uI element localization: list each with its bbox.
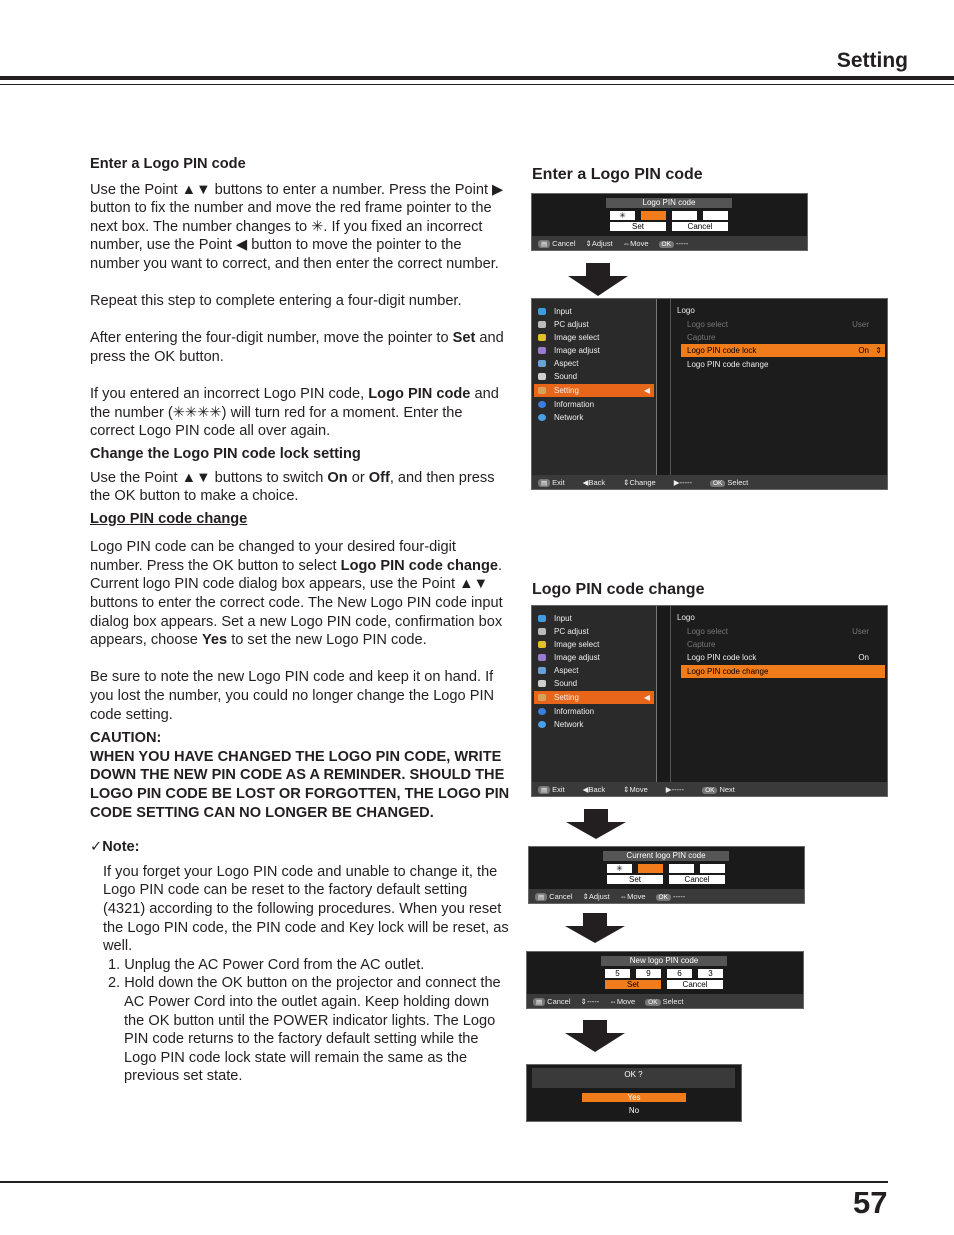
header-rule-thin	[0, 84, 954, 85]
submenu-title: Logo	[677, 613, 695, 622]
figure-title-change: Logo PIN code change	[532, 581, 705, 598]
input-icon	[538, 615, 546, 622]
arrow-down-shaft	[583, 913, 607, 926]
setting-menu-screen-lock	[531, 298, 888, 490]
note-step-2: 2. Hold down the OK button on the projector and connect the AC Power Cord into the outlet again. Keep holding down the OK button until the POWER indicator lights. The Logo PIN code returns to the factory default setting while the Logo PIN code lock state will remain the same as the previous set state.	[108, 975, 501, 1085]
ok-key-icon: OK	[710, 480, 725, 487]
setting-icon	[538, 694, 546, 701]
arrow-down-icon	[566, 822, 626, 839]
section-title: Setting	[836, 49, 908, 72]
pc-adjust-icon	[538, 321, 546, 328]
ok-key-icon: OK	[659, 241, 674, 248]
menu-left-panel	[532, 606, 657, 782]
arrow-down-icon	[565, 926, 625, 943]
figure-title-enter: Enter a Logo PIN code	[532, 166, 703, 183]
note-body: If you forget your Logo PIN code and unable to change it, the Logo PIN code can be reset to the factory default setting (4321) according to the following procedures. When you reset the Logo PIN code, the PIN code and Key lock will be reset, as well.	[103, 863, 509, 955]
footer-rule	[0, 1181, 888, 1183]
note-heading: ✓Note:	[90, 839, 140, 856]
arrow-down-shaft	[584, 809, 608, 822]
cancel-button[interactable]: Cancel	[672, 222, 728, 231]
submenu-item-capture[interactable]: Capture	[687, 333, 716, 342]
left-icon: ◀	[582, 784, 589, 794]
new-pin-dialog-screen	[526, 951, 804, 1009]
text-column	[90, 155, 510, 1086]
confirm-dialog-screen	[526, 1064, 742, 1122]
menu-item-pc-adjust[interactable]: PC adjust	[534, 625, 654, 638]
paragraph-enter-instructions: Use the Point ▲▼ buttons to enter a number. Press the Point ▶ button to fix the number and move the red frame pointer to the next box. The number changes to ✳. If you fixed an incorrect number, use the Point ◀ button to move the pointer to the number you want to correct, and then enter the correct number.	[90, 181, 504, 272]
information-icon	[538, 708, 546, 715]
paragraph-after-entering: After entering the four-digit number, move the pointer to Set and press the OK button.	[90, 330, 504, 365]
menu-item-input[interactable]: Input	[534, 305, 654, 318]
menu-item-setting[interactable]: Setting ◀	[534, 691, 654, 704]
submenu-item-capture[interactable]: Capture	[687, 640, 716, 649]
menu-item-image-adjust[interactable]: Image adjust	[534, 344, 654, 357]
ok-key-icon: OK	[656, 894, 671, 901]
submenu-item-lock[interactable]: Logo PIN code lock On ⇕	[681, 344, 885, 357]
right-icon: ▶	[673, 477, 680, 487]
selected-arrow-icon: ◀	[643, 386, 650, 395]
selected-arrow-icon: ◀	[643, 693, 650, 702]
menu-item-network[interactable]: Network	[534, 718, 654, 731]
menu-left-panel	[532, 299, 657, 475]
arrow-down-icon	[568, 276, 628, 296]
menu-item-information[interactable]: Information	[534, 398, 654, 411]
menu-right-panel	[670, 606, 887, 782]
cancel-button[interactable]: Cancel	[667, 980, 723, 989]
cancel-button[interactable]: Cancel	[669, 875, 725, 884]
pin-digit-4[interactable]	[703, 211, 728, 220]
pin-digit-2[interactable]	[638, 864, 663, 873]
menu-key-icon: ▤	[538, 786, 550, 794]
dialog-title: Current logo PIN code	[603, 851, 729, 861]
menu-right-panel	[670, 299, 887, 475]
setting-icon	[538, 387, 546, 394]
submenu-item-change[interactable]: Logo PIN code change	[687, 360, 769, 369]
set-button[interactable]: Set	[610, 222, 666, 231]
pin-digit-4[interactable]	[700, 864, 725, 873]
setting-menu-screen-change	[531, 605, 888, 797]
information-icon	[538, 401, 546, 408]
osd-guide-bar: ▤ Exit ◀Back ⇕Move ▶----- OK Next	[532, 782, 887, 796]
network-icon	[538, 721, 546, 728]
osd-guide-bar: ▤ Cancel ⇕Adjust ⇔Move OK -----	[532, 236, 807, 250]
menu-item-input[interactable]: Input	[534, 612, 654, 625]
image-adjust-icon	[538, 654, 546, 661]
menu-key-icon: ▤	[533, 998, 545, 1006]
right-icon: ▶	[665, 784, 672, 794]
pin-digit-1[interactable]: ✳	[610, 211, 635, 220]
set-button[interactable]: Set	[607, 875, 663, 884]
submenu-title: Logo	[677, 306, 695, 315]
updown-icon: ⇕	[623, 477, 630, 487]
pin-digit-3[interactable]	[669, 864, 694, 873]
menu-item-image-adjust[interactable]: Image adjust	[534, 651, 654, 664]
sound-icon	[538, 680, 546, 687]
sound-icon	[538, 373, 546, 380]
no-button[interactable]: No	[628, 1106, 640, 1115]
menu-item-sound[interactable]: Sound	[534, 370, 654, 383]
ok-key-icon: OK	[645, 999, 660, 1006]
menu-item-information[interactable]: Information	[534, 705, 654, 718]
menu-key-icon: ▤	[538, 479, 550, 487]
osd-guide-bar: ▤ Exit ◀Back ⇕Change ▶----- OK Select	[532, 475, 887, 489]
menu-item-setting[interactable]: Setting ◀	[534, 384, 654, 397]
menu-item-aspect[interactable]: Aspect	[534, 664, 654, 677]
set-button[interactable]: Set	[605, 980, 661, 989]
dialog-title: Logo PIN code	[606, 198, 732, 208]
paragraph-switch: Use the Point ▲▼ buttons to switch On or Off, and then press the OK button to make a choice.	[90, 469, 495, 505]
osd-guide-bar: ▤ Cancel ⇕----- ⇔Move OK Select	[527, 994, 803, 1008]
menu-item-pc-adjust[interactable]: PC adjust	[534, 318, 654, 331]
ok-key-icon: OK	[702, 787, 717, 794]
pin-digit-1[interactable]: ✳	[607, 864, 632, 873]
paragraph-code-change: Logo PIN code can be changed to your desired four-digit number. Press the OK button to select Logo PIN code change. Current logo PIN code dialog box appears, use the Point ▲▼ buttons to enter the correct code. The New Logo PIN code input dialog box appears. Set a new Logo PIN code, confirmation box appears, choose Yes to set the new Logo PIN code.	[90, 539, 503, 649]
left-icon: ◀	[582, 477, 589, 487]
arrow-down-icon	[565, 1033, 625, 1052]
paragraph-repeat: Repeat this step to complete entering a four-digit number.	[90, 293, 462, 310]
pin-digit-3[interactable]	[672, 211, 697, 220]
updown-icon: ⇕	[580, 996, 587, 1006]
menu-item-image-select[interactable]: Image select	[534, 638, 654, 651]
submenu-item-change[interactable]: Logo PIN code change	[681, 665, 885, 678]
heading-enter-pin: Enter a Logo PIN code	[90, 156, 246, 172]
menu-key-icon: ▤	[538, 240, 550, 248]
pin-digit-2[interactable]	[641, 211, 666, 220]
pc-adjust-icon	[538, 628, 546, 635]
leftright-icon: ⇔	[619, 891, 628, 901]
pin-digit-1[interactable]: 5	[605, 969, 630, 978]
input-icon	[538, 308, 546, 315]
menu-item-aspect[interactable]: Aspect	[534, 357, 654, 370]
updown-icon: ⇕	[582, 891, 589, 901]
paragraph-incorrect: If you entered an incorrect Logo PIN code, Logo PIN code and the number (✳✳✳✳) will turn red for a moment. Enter the correct Logo PIN code all over again.	[90, 386, 499, 440]
submenu-item-logo-select[interactable]: Logo select User	[687, 320, 869, 329]
caution-label: CAUTION:	[90, 730, 162, 747]
current-pin-dialog-screen	[528, 846, 805, 904]
pin-dialog-screen	[531, 193, 808, 251]
aspect-icon	[538, 667, 546, 674]
arrow-down-shaft	[586, 263, 610, 276]
image-adjust-icon	[538, 347, 546, 354]
menu-item-image-select[interactable]: Image select	[534, 331, 654, 344]
pin-digit-4[interactable]: 3	[698, 969, 723, 978]
dialog-title: New logo PIN code	[601, 956, 727, 966]
pin-digit-3[interactable]: 6	[667, 969, 692, 978]
menu-item-network[interactable]: Network	[534, 411, 654, 424]
image-select-icon	[538, 641, 546, 648]
note-step-1: 1. Unplug the AC Power Cord from the AC outlet.	[108, 956, 425, 973]
paragraph-keep-note: Be sure to note the new Logo PIN code and keep it on hand. If you lost the number, you could no longer change the Logo PIN code setting.	[90, 669, 495, 723]
yes-button[interactable]: Yes	[582, 1093, 686, 1102]
header-rule	[0, 76, 954, 80]
menu-key-icon: ▤	[535, 893, 547, 901]
arrow-down-shaft	[583, 1020, 607, 1033]
confirm-title: OK ?	[532, 1068, 735, 1088]
leftright-icon: ⇔	[609, 996, 617, 1006]
updown-icon: ⇕	[875, 346, 882, 355]
submenu-item-lock[interactable]: Logo PIN code lock On	[687, 653, 869, 662]
note-block	[90, 863, 510, 1086]
submenu-item-logo-select[interactable]: Logo select User	[687, 627, 869, 636]
check-icon: ✓	[90, 839, 103, 856]
aspect-icon	[538, 360, 546, 367]
image-select-icon	[538, 334, 546, 341]
network-icon	[538, 414, 546, 421]
updown-icon: ⇕	[585, 238, 592, 248]
heading-change-lock: Change the Logo PIN code lock setting	[90, 445, 361, 462]
menu-item-sound[interactable]: Sound	[534, 677, 654, 690]
heading-code-change: Logo PIN code change	[90, 510, 248, 527]
leftright-icon: ⇔	[622, 238, 631, 248]
osd-guide-bar: ▤ Cancel ⇕Adjust ⇔Move OK -----	[529, 889, 804, 903]
page-number: 57	[853, 1185, 888, 1220]
pin-digit-2[interactable]: 9	[636, 969, 661, 978]
caution-body: WHEN YOU HAVE CHANGED THE LOGO PIN CODE, WRITE DOWN THE NEW PIN CODE AS A REMINDER. SHOULD THE LOGO PIN CODE BE LOST OR FORGOTTEN, THE LOGO PIN CODE SETTING CAN NO LONGER BE CHANGED.	[90, 748, 510, 821]
updown-icon: ⇕	[623, 784, 630, 794]
